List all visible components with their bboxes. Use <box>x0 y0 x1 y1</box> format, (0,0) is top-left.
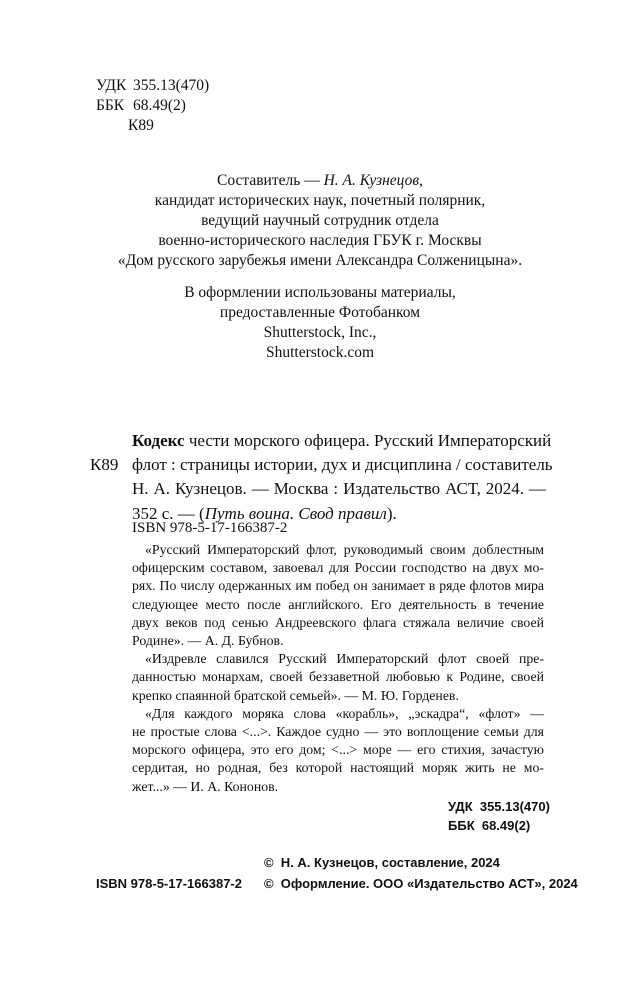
bibliographic-record <box>132 429 553 526</box>
udk-row <box>96 76 209 96</box>
biblio-title-rest: чести морского офицера. Русский Императорский <box>184 431 552 450</box>
biblio-isbn: ISBN 978-5-17-166387-2 <box>132 520 288 536</box>
bottom-classification-codes <box>448 797 550 835</box>
bbk-value: 68.49(2) <box>133 97 186 114</box>
annotation-p3-line: «Для каждого моряка слова «корабль», „эскадра“, «флот» — <box>145 705 544 721</box>
biblio-series-close: ). <box>386 503 397 523</box>
bbk-label: ББК <box>96 97 125 114</box>
photo-credit-line-2: предоставленные Фотобанком <box>219 304 421 321</box>
udk-value: 355.13(470) <box>133 77 210 94</box>
copyright-compiler: © Н. А. Кузнецов, составление, 2024 <box>264 855 500 870</box>
annotation-p1-line: офицерским составом, завоевал для России господство на двух мо- <box>132 560 544 576</box>
udk-label: УДК <box>96 77 127 94</box>
annotation-p1-line: Родине». — А. Д. Бубнов. <box>132 633 284 649</box>
compiler-line-1 <box>95 171 545 191</box>
annotation-p3-line: морского офицера, это его дом; <...> море — его стихия, зачастую <box>132 742 544 758</box>
biblio-line-1 <box>132 429 552 453</box>
biblio-title-word: Кодекс <box>132 431 185 450</box>
compiler-line-3: ведущий научный сотрудник отдела <box>201 212 439 229</box>
copyright-design: © Оформление. ООО «Издательство АСТ», 2024 <box>264 876 578 891</box>
photo-credit-line-1: В оформлении использованы материалы, <box>184 284 456 301</box>
bottom-isbn: ISBN 978-5-17-166387-2 <box>96 876 242 891</box>
annotation-p1-line: двух веков под сенью Андреевского флага стяжала величие своей <box>132 614 544 630</box>
bbk-row <box>96 96 209 116</box>
biblio-author-mark: К89 <box>90 455 119 474</box>
compiler-line-4: военно-исторического наследия ГБУК г. Москвы <box>158 232 482 249</box>
compiler-suffix: , <box>419 172 423 189</box>
compiler-line-5: «Дом русского зарубежья имени Александра Солженицына». <box>117 252 523 269</box>
bottom-bbk: ББК 68.49(2) <box>448 818 531 833</box>
photo-credit-line-3: Shutterstock, Inc., <box>263 324 377 341</box>
annotation-p1-line: «Русский Императорский флот, руководимый своим доблестным <box>145 542 544 557</box>
annotation-p2-line: «Издревле славился Русский Императорский флот своей пре- <box>145 651 544 667</box>
annotation-p2-line: крепко спаянной братской семьей». — М. Ю. Горденев. <box>132 687 459 703</box>
annotation-p1-line: рях. По числу одержанных им побед он занимает в ряде флотов мира <box>132 578 544 594</box>
biblio-series: Путь воина. Свод правил <box>204 503 387 523</box>
compiler-prefix: Составитель — <box>217 172 324 189</box>
annotation-p3-line: жет...» — И. А. Кононов. <box>132 778 279 794</box>
biblio-pages: 352 с. — ( <box>132 503 205 523</box>
annotation-p3-line: не простые слова <...>. Каждое судно — это воплощение семьи для <box>132 724 544 740</box>
compiler-name: Н. А. Кузнецов <box>323 172 420 189</box>
photo-credit <box>95 283 545 363</box>
biblio-line-2: флот : страницы истории, дух и дисциплина / составитель <box>132 455 553 475</box>
annotation-p3-line: сердитая, но родная, без которой настоящий моряк жить не мо- <box>132 760 544 776</box>
compiler-line-2: кандидат исторических наук, почетный полярник, <box>154 192 486 209</box>
annotation-p1-line: следующее место после английского. Его деятельность в течение <box>132 596 544 612</box>
annotation <box>132 541 544 796</box>
biblio-line-3: Н. А. Кузнецов. — Москва : Издательство АСТ, 2024. — <box>132 479 546 499</box>
bottom-udk: УДК 355.13(470) <box>448 799 550 814</box>
author-mark: К89 <box>128 117 154 134</box>
photo-credit-line-4: Shutterstock.com <box>265 344 375 361</box>
classification-codes <box>96 76 209 136</box>
annotation-p2-line: данностью монархам, своей беззаветной любовью к Родине, своей <box>132 669 544 685</box>
compiler-block <box>95 171 545 271</box>
